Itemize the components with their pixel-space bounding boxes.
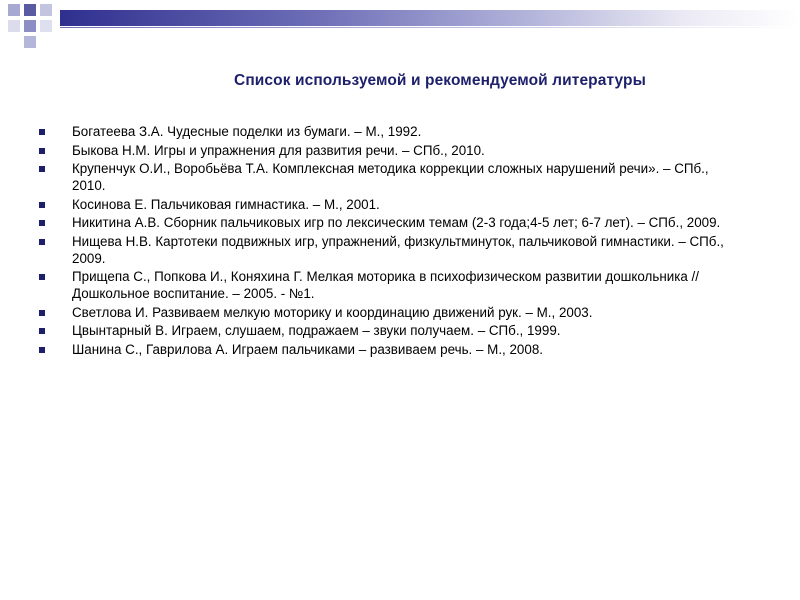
reference-item: [72, 215, 732, 232]
reference-text: Крупенчук О.И., Воробьёва Т.А. Комплексная методика коррекции сложных нарушений речи». – СПб., 2010.: [72, 161, 709, 193]
slide-title: Список используемой и рекомендуемой литературы: [234, 72, 646, 89]
reference-text: Богатеева З.А. Чудесные поделки из бумаги. – М., 1992.: [72, 124, 422, 139]
header-gradient-bar: [60, 10, 800, 26]
reference-item: [72, 269, 732, 302]
reference-item: [72, 305, 732, 322]
reference-list: [72, 124, 732, 361]
square-bullet-icon: [39, 129, 45, 135]
square-bullet-icon: [39, 202, 45, 208]
reference-item: [72, 234, 732, 267]
decor-square: [24, 20, 36, 32]
header-divider: [60, 27, 800, 28]
reference-item: [72, 197, 732, 214]
reference-item: [72, 143, 732, 160]
reference-item: [72, 323, 732, 340]
square-bullet-icon: [39, 347, 45, 353]
decor-square: [8, 20, 20, 32]
square-bullet-icon: [39, 328, 45, 334]
decor-square: [40, 4, 52, 16]
decor-square: [24, 4, 36, 16]
reference-text: Быкова Н.М. Игры и упражнения для развития речи. – СПб., 2010.: [72, 142, 485, 158]
reference-item: [72, 342, 732, 359]
reference-item: [72, 161, 732, 194]
reference-text: Прищепа С., Попкова И., Коняхина Г. Мелкая моторика в психофизическом развитии дошкольника // Дошкольное воспитание. – 2005. - №1.: [72, 269, 699, 301]
reference-text: Никитина А.В. Сборник пальчиковых игр по лексическим темам (2-3 года;4-5 лет; 6-7 лет). – СПб., 2009.: [72, 215, 721, 231]
decor-square: [24, 36, 36, 48]
square-bullet-icon: [39, 166, 45, 172]
decor-square: [8, 4, 20, 16]
reference-text: Косинова Е. Пальчиковая гимнастика. – М., 2001.: [72, 196, 380, 212]
square-bullet-icon: [39, 310, 45, 316]
reference-text: Светлова И. Развиваем мелкую моторику и координацию движений рук. – М., 2003.: [72, 304, 593, 320]
square-bullet-icon: [39, 239, 45, 245]
decor-square: [40, 20, 52, 32]
reference-item: [72, 124, 732, 141]
reference-text: Нищева Н.В. Картотеки подвижных игр, упражнений, физкультминуток, пальчиковой гимнастики. – СПб., 2009.: [72, 234, 724, 266]
square-bullet-icon: [39, 148, 45, 154]
square-bullet-icon: [39, 220, 45, 226]
reference-text: Шанина С., Гаврилова А. Играем пальчиками – развиваем речь. – М., 2008.: [72, 341, 543, 357]
square-bullet-icon: [39, 274, 45, 280]
reference-text: Цвынтарный В. Играем, слушаем, подражаем – звуки получаем. – СПб., 1999.: [72, 323, 561, 339]
